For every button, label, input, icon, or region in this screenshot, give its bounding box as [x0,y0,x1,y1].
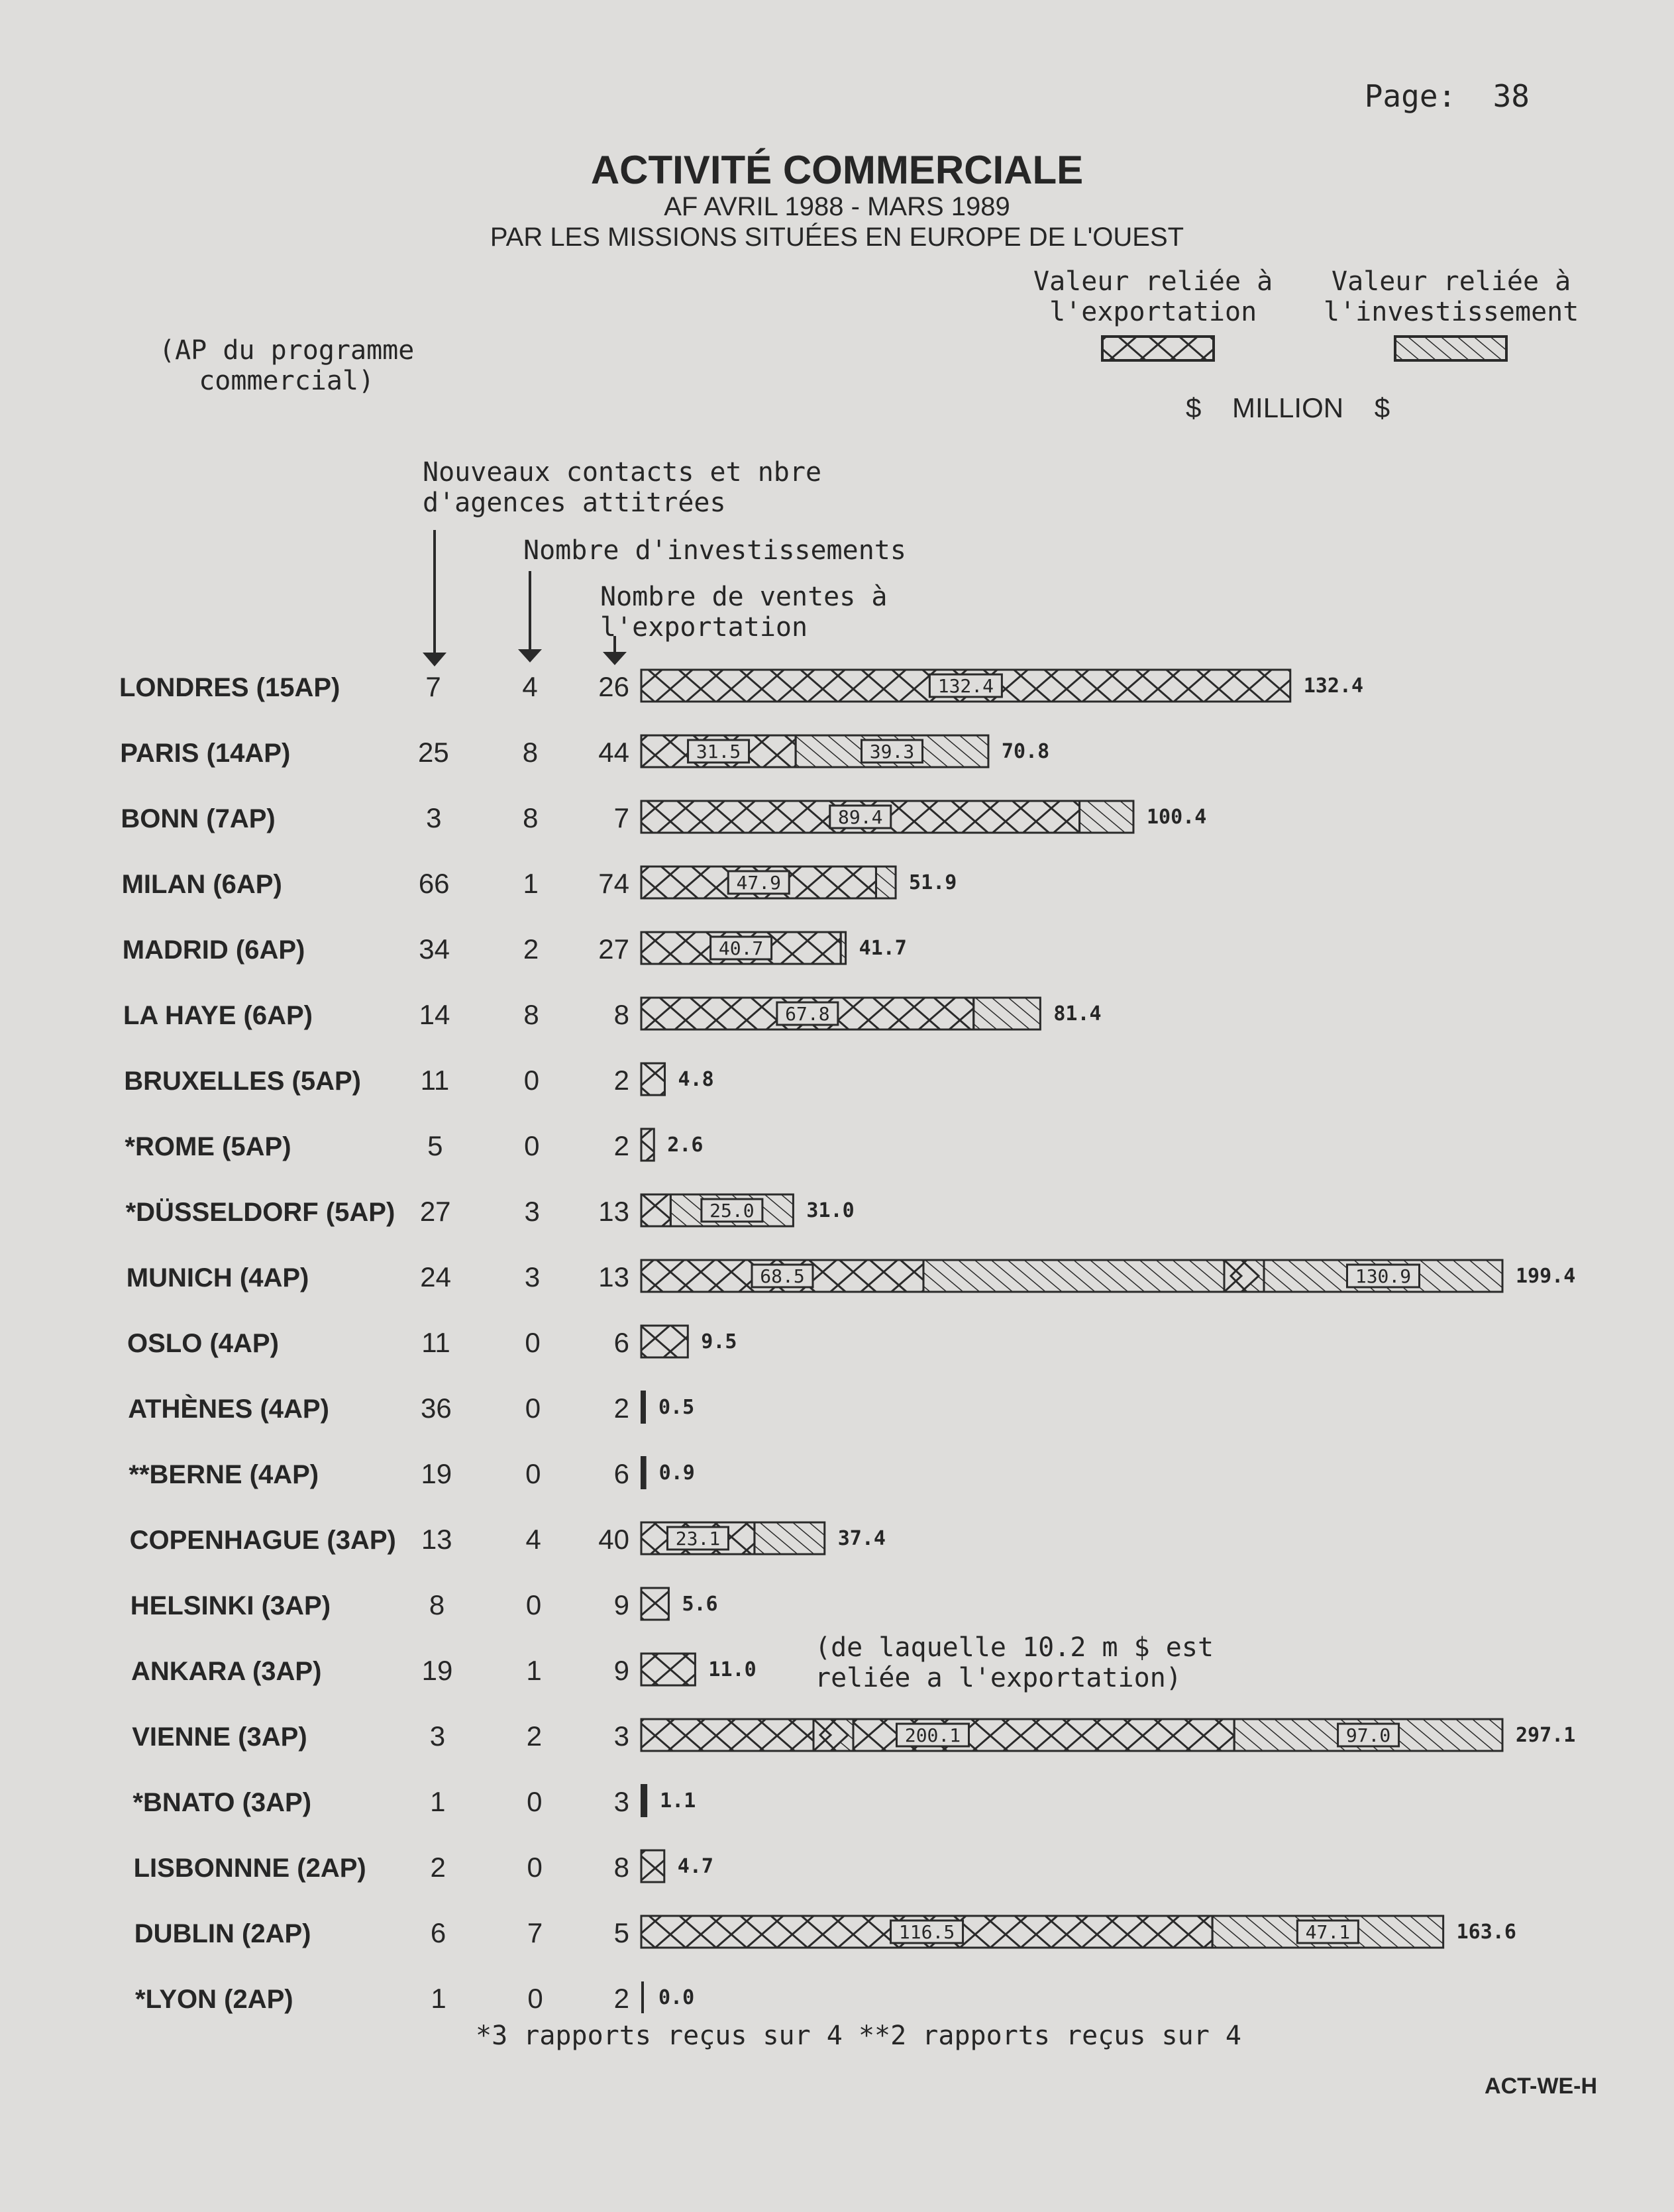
bar-total-label: 0.5 [658,1396,695,1419]
bar-export-label: 31.5 [696,741,741,763]
mission-name: LISBONNNE (2AP) [133,1854,366,1883]
mission-name: HELSINKI (3AP) [130,1591,331,1620]
mission-name: ANKARA (3AP) [131,1657,322,1686]
bar-total-label: 199.4 [1516,1265,1576,1288]
bar-total-label: 0.0 [658,1986,695,2009]
bar-total-label: 41.7 [859,937,907,960]
column-header-investments: Nombre d'investissements [523,535,906,566]
header-arrows [423,530,627,666]
row-7 [125,1129,703,1161]
mission-name: DUBLIN (2AP) [134,1919,311,1948]
row-19 [134,1916,1516,1948]
contacts-value: 1 [430,1786,446,1817]
investments-value: 0 [527,1983,543,2014]
mission-name: BRUXELLES (5AP) [124,1067,362,1096]
sales-value: 7 [613,802,629,833]
mission-name: LONDRES (15AP) [119,673,340,702]
row-6 [124,1063,714,1096]
bar-export [641,1785,647,1817]
sales-value: 9 [613,1589,629,1620]
mission-name: MADRID (6AP) [122,935,305,965]
bar-invest [755,1522,825,1554]
investments-value: 3 [524,1261,541,1292]
contacts-value: 3 [429,1720,446,1752]
sales-value: 13 [598,1196,629,1227]
contacts-value: 19 [421,1458,452,1489]
contacts-value: 14 [419,999,450,1030]
row-16 [132,1719,1575,1752]
investments-value: 7 [527,1917,543,1948]
investments-value: 2 [526,1720,543,1752]
contacts-value: 3 [426,802,442,833]
row-8 [126,1194,855,1227]
mission-name: *DÜSSELDORF (5AP) [125,1198,395,1227]
bar-total-label: 2.6 [667,1133,704,1157]
mission-name: LA HAYE (6AP) [123,1001,313,1030]
mission-name: VIENNE (3AP) [132,1722,307,1752]
investments-value: 8 [523,999,539,1030]
contacts-value: 36 [421,1393,452,1424]
bar-total-label: 5.6 [682,1593,718,1616]
bar-invest-label: 25.0 [709,1200,755,1222]
bar-export [641,1588,668,1620]
footnote: *3 rapports reçus sur 4 **2 rapports reçus sur 4 [476,2021,1241,2051]
row-18 [134,1850,713,1883]
bar-invest-label: 47.1 [1305,1921,1351,1943]
sales-value: 3 [613,1720,629,1752]
arrow-sales-head [603,652,627,665]
sales-value: 26 [598,671,629,702]
row-3 [122,867,957,899]
sales-value: 2 [613,1393,629,1424]
sales-value: 5 [613,1917,629,1948]
bar-export [641,1654,695,1685]
arrow-investments-head [518,649,542,662]
contacts-value: 5 [427,1130,443,1161]
bar-total-label: 31.0 [806,1199,855,1222]
bar-export-label: 89.4 [838,806,883,828]
contacts-value: 7 [425,671,441,702]
contacts-value: 25 [418,737,449,768]
mission-name: MUNICH (4AP) [126,1263,309,1292]
mission-name: OSLO (4AP) [127,1329,279,1358]
row-14 [131,1588,718,1620]
ap-note-line2: commercial) [199,366,375,396]
investments-value: 0 [524,1130,540,1161]
mission-name: *ROME (5AP) [125,1132,291,1161]
legend-export-line2: l'exportation [1049,297,1257,327]
column-header-contacts-line1: Nouveaux contacts et nbre [423,457,822,488]
investments-value: 1 [526,1655,542,1686]
bar-export [641,1063,665,1095]
row-17 [132,1785,696,1817]
column-header-contacts-line2: d'agences attitrées [423,488,726,518]
sales-value: 9 [613,1655,629,1686]
bar-export-label: 40.7 [718,937,764,959]
bar-export-label: 67.8 [785,1003,830,1025]
sales-value: 40 [598,1524,629,1555]
bar-total-label: 37.4 [837,1527,886,1550]
bar-export [641,1457,646,1489]
row-12 [129,1457,694,1489]
investments-value: 8 [523,802,539,833]
sales-value: 6 [613,1458,629,1489]
bar-invest [923,1260,1224,1292]
investments-value: 1 [523,868,539,899]
page-label: Page: [1364,78,1457,114]
contacts-value: 27 [419,1196,451,1227]
subtitle-region: PAR LES MISSIONS SITUÉES EN EUROPE DE L'OUEST [490,223,1184,252]
column-header-sales-line1: Nombre de ventes à [600,582,888,612]
investments-value: 8 [522,737,539,768]
sales-value: 74 [598,868,629,899]
investments-value: 2 [523,933,539,965]
row-2 [121,801,1206,833]
mission-name: **BERNE (4AP) [129,1460,319,1489]
row-11 [128,1391,694,1424]
mission-name: BONN (7AP) [121,804,276,833]
ap-note-line1: (AP du programme [159,335,415,366]
legend-invest-line2: l'investissement [1324,297,1579,327]
sales-value: 8 [613,999,629,1030]
bar-export [641,1391,645,1423]
sales-value: 2 [613,1130,629,1161]
legend-invest-line1: Valeur reliée à [1332,266,1571,297]
bar-total-label: 70.8 [1001,740,1050,763]
bar-total-label: 163.6 [1456,1921,1516,1944]
bar-total-label: 9.5 [701,1330,737,1353]
page-number-value: 38 [1492,78,1530,114]
contacts-value: 13 [421,1524,452,1555]
contacts-value: 2 [430,1852,446,1883]
investments-value: 3 [524,1196,540,1227]
row-10 [127,1326,737,1358]
investments-value: 0 [525,1393,541,1424]
legend-export-swatch [1102,337,1214,360]
bar-export [641,1850,664,1882]
contacts-value: 66 [418,868,450,899]
legend-swatches [1102,337,1506,360]
arrow-contacts-head [423,653,446,666]
bar-total-label: 11.0 [708,1658,757,1681]
mission-name: ATHÈNES (4AP) [128,1395,329,1424]
row-9 [127,1260,1576,1292]
contacts-value: 1 [431,1983,446,2014]
bar-break-right [1241,1260,1264,1292]
chart-rows [119,670,1575,2014]
vienne-annotation-line1: (de laquelle 10.2 m $ est [815,1632,1214,1663]
bar-total-label: 81.4 [1053,1002,1102,1026]
investments-value: 0 [523,1065,540,1096]
bar-invest-label: 39.3 [869,741,915,763]
bar-total-label: 132.4 [1303,674,1364,698]
bar-invest-label: 97.0 [1345,1724,1391,1746]
investments-value: 0 [525,1327,541,1358]
row-0 [119,670,1363,702]
investments-value: 0 [527,1786,543,1817]
bar-export [641,1194,670,1226]
mission-name: *LYON (2AP) [135,1985,293,2014]
row-20 [135,1981,694,2014]
bar-export-label: 116.5 [898,1921,955,1943]
vienne-annotation [815,1632,1214,1693]
subtitle-period: AF AVRIL 1988 - MARS 1989 [664,192,1010,221]
bar-total-label: 297.1 [1516,1724,1576,1747]
bar-export-label: 200.1 [904,1724,961,1746]
mission-name: COPENHAGUE (3AP) [129,1526,396,1555]
bar-invest [841,932,845,964]
bar-export-label: 132.4 [937,675,994,697]
sales-value: 44 [598,737,629,768]
bar-break-left [1224,1260,1247,1292]
contacts-value: 24 [420,1261,451,1292]
contacts-value: 34 [419,933,450,965]
bar-total-label: 1.1 [660,1789,696,1813]
bar-total-label: 4.7 [677,1855,713,1878]
mission-name: MILAN (6AP) [121,870,282,899]
contacts-value: 11 [421,1327,450,1358]
unit-label: $ MILLION $ [1186,392,1390,423]
bar-invest [1080,801,1133,833]
bar-invest-label: 130.9 [1355,1265,1412,1287]
investments-value: 0 [527,1852,543,1883]
bar-invest [974,998,1041,1029]
page-title: ACTIVITÉ COMMERCIALE [590,148,1084,192]
legend-invest-swatch [1395,337,1506,360]
bar-break-right [831,1719,853,1751]
contacts-value: 11 [420,1065,450,1096]
legend-export-line1: Valeur reliée à [1033,266,1273,297]
investments-value: 0 [525,1458,541,1489]
bar-total-label: 100.4 [1146,806,1207,829]
mission-name: *BNATO (3AP) [132,1788,312,1817]
investments-value: 4 [525,1524,541,1555]
bar-export [641,1326,688,1357]
row-5 [123,998,1102,1030]
investments-value: 0 [525,1589,542,1620]
row-15 [131,1654,757,1686]
row-13 [130,1522,886,1555]
sales-value: 27 [598,933,629,965]
sales-value: 2 [613,1983,629,2014]
bar-invest [876,867,896,898]
bar-export [641,1719,813,1751]
sales-value: 13 [598,1261,629,1292]
bar-export-label: 47.9 [736,872,781,894]
bar-total-label: 51.9 [909,871,957,894]
sales-value: 6 [613,1327,629,1358]
bar-break-left [813,1719,836,1751]
sales-value: 8 [613,1852,629,1883]
sales-value: 2 [613,1065,629,1096]
investments-value: 4 [522,671,538,702]
column-header-sales-line2: l'exportation [600,612,808,643]
vienne-annotation-line2: reliée a l'exportation) [815,1663,1182,1693]
contacts-value: 19 [421,1655,453,1686]
row-4 [123,932,907,965]
bar-export [641,1129,654,1161]
contacts-value: 8 [429,1589,445,1620]
mission-name: PARIS (14AP) [120,739,291,768]
sales-value: 3 [613,1786,629,1817]
bar-export-label: 68.5 [760,1265,805,1287]
bar-export-label: 23.1 [675,1528,721,1550]
bar-total-label: 4.8 [678,1068,714,1091]
contacts-value: 6 [430,1917,446,1948]
row-1 [120,735,1049,768]
bar-total-label: 0.9 [658,1461,695,1485]
document-code: ACT-WE-H [1485,2074,1597,2099]
